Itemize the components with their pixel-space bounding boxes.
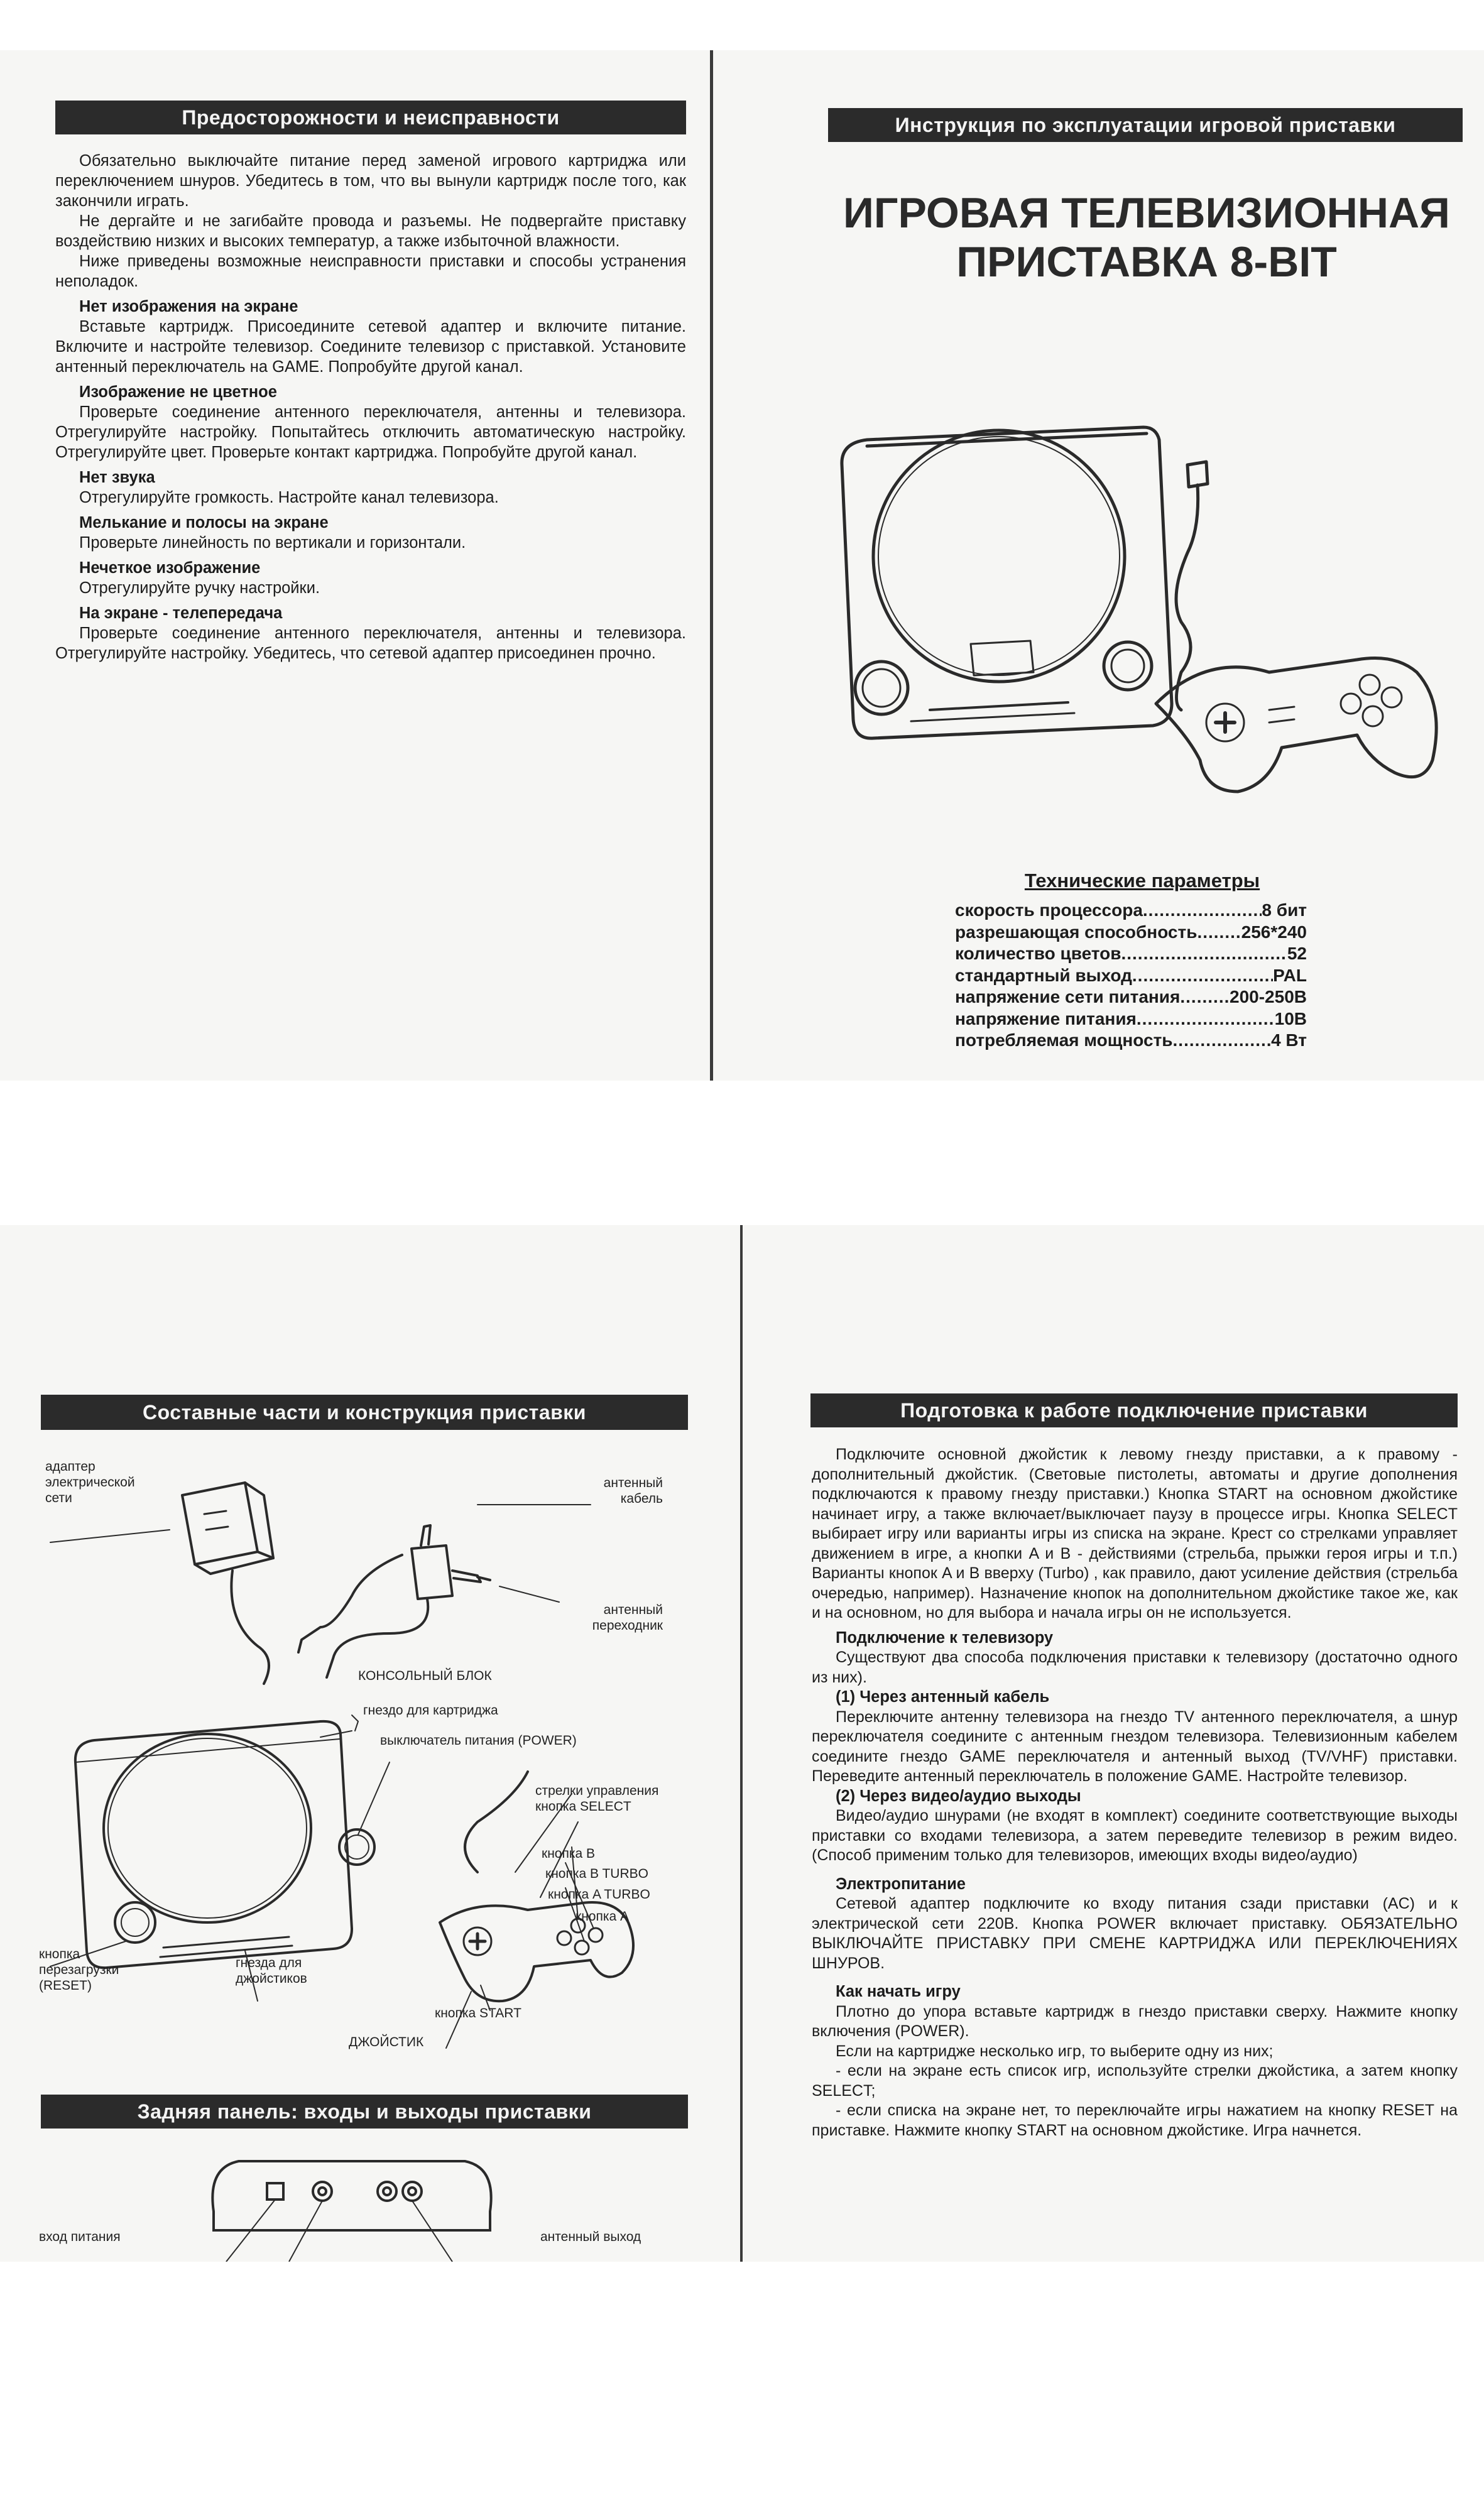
fault-title: Мелькание и полосы на экране [79,514,329,531]
label-button-a-turbo: кнопка A TURBO [548,1887,650,1902]
power-text: Сетевой адаптер подключите ко входу питания сзади приставки (AC) и к электрической сети 220В. Кнопка POWER включает приставку. ОБЯЗАТЕЛЬНО ВЫКЛЮЧАЙТЕ ПРИСТАВКУ ПРИ СМЕНЕ КАРТРИДЖА ИЛИ ПЕРЕКЛЮЧЕНИЯХ ШНУРОВ. [812,1895,1458,1972]
label-button-b: кнопка B [542,1846,596,1861]
setup-text [812,1445,1458,2262]
header-precautions: Предосторожности и неисправности [55,101,686,134]
label-power-input: вход питания [39,2230,121,2244]
spec-value: 256*240 [1241,922,1307,942]
spec-row [955,900,1307,922]
product-title [817,188,1476,286]
fault-text: Проверьте линейность по вертикали и горизонтали. [79,534,466,552]
header-components: Составные части и конструкция приставки [41,1395,688,1430]
method1-text: Переключите антенну телевизора на гнездо TV антенного переключателя, а шнур переключателя соедините с антенным гнездом телевизора. Телевизионным кабелем соедините гнездо GAME переключателя и антенный выход (TV/VHF) приставки. Переведите антенный переключатель в положение GAME. Настройте телевизор. [812,1708,1458,1785]
spec-row [955,1008,1307,1030]
fault-text: Отрегулируйте громкость. Настройте канал телевизора. [79,489,499,506]
fault-title: Нет звука [79,469,155,486]
label-button-a: кнопка A [576,1909,630,1924]
label-adapter: адаптер электрической сети [45,1459,135,1505]
fault-title: Изображение не цветное [79,383,277,401]
tv-title: Подключение к телевизору [836,1628,1054,1647]
spec-value: 200-250В [1230,987,1307,1006]
setup-intro: Подключите основной джойстик к левому гнезду приставки, а к правому - дополнительный джойстик. (Световые пистолеты, автоматы и другие дополнения подключаются к правому гнезду приставки.) Кнопка START на основном джойстике начинает игру, а также включает/выключает паузу в процессе игры. Кнопка SELECT выбирает игру или варианты игры из списка на экране. Крест со стрелками управляет движением в игре, а кнопки A и B - действиями (стрельба, прыжки героя игры и т.п.) Варианты кнопок A и B вверху (Turbo) , как правило, дают усиление действия (стрельба очередью, например). Назначение кнопок на дополнительном джойстике такое же, как и на основном, но для выбора и начала игры он не используется. [812,1446,1458,1622]
label-arrows-select: стрелки управления кнопка SELECT [535,1784,659,1814]
header-instructions: Инструкция по эксплуатации игровой приставки [828,108,1463,142]
spec-value: 8 бит [1262,900,1307,920]
spec-row [955,965,1307,987]
power-title: Электропитание [836,1875,966,1893]
label-reset: кнопка перезагрузки (RESET) [39,1947,119,1993]
label-antenna-output: антенный выход [540,2230,641,2244]
label-joystick-ports: гнезда для джойстиков [236,1956,307,1986]
start-text: - если списка на экране нет, то переключайте игры нажатием на кнопку RESET на приставке. Нажмите кнопку START на основном джойстике. Игра начнется. [812,2101,1458,2139]
spec-name: потребляемая мощность [955,1030,1173,1050]
intro-paragraph: Не дергайте и не загибайте провода и разъемы. Не подвергайте приставку воздействию низких и высоких температур, а также избыточной влажности. [55,212,686,250]
label-power-switch: выключатель питания (POWER) [380,1733,577,1748]
start-text: Если на картридже несколько игр, то выберите одну из них; [836,2042,1274,2060]
spec-name: скорость процессора [955,900,1143,920]
label-antenna-cable: антенный кабель [603,1476,663,1506]
intro-paragraph: Ниже приведены возможные неисправности приставки и способы устранения неполадок. [55,253,686,290]
spec-value: 52 [1287,944,1307,963]
spec-value: 4 Вт [1271,1030,1307,1050]
rear-panel-illustration [188,2149,515,2262]
spec-row [955,986,1307,1008]
gutter-top [710,50,713,1081]
label-button-b-turbo: кнопка B TURBO [545,1867,648,1881]
specs-title: Технические параметры [1024,869,1260,891]
spec-row [955,943,1307,965]
tv-text: Существуют два способа подключения приставки к телевизору (достаточно одного из них). [812,1649,1458,1686]
product-title-line2: ПРИСТАВКА 8-BIT [956,238,1337,286]
fault-title: Нечеткое изображение [79,559,261,577]
start-text: - если на экране есть список игр, используйте стрелки джойстика, а затем кнопку SELECT; [812,2062,1458,2100]
spec-name: напряжение питания [955,1008,1137,1028]
spec-value: 10В [1274,1008,1307,1028]
specs-table [955,900,1307,1052]
label-start: кнопка START [435,2006,521,2020]
fault-text: Отрегулируйте ручку настройки. [79,579,320,597]
start-title: Как начать игру [836,1983,961,2000]
fault-title: На экране - телепередача [79,604,283,622]
components-illustration [38,1445,697,2061]
method2-text: Видео/аудио шнурами (не входят в комплект) соедините соответствующие выходы приставки со входами телевизора, а затем переведите телевизор в режим видео. (Способ применим только для телевизоров, имеющих входы видео/аудио) [812,1807,1458,1864]
gutter-bottom [740,1225,743,2262]
console-illustration [829,408,1476,823]
fault-title: Нет изображения на экране [79,298,298,315]
spec-name: количество цветов [955,944,1121,963]
spec-value: PAL [1273,965,1307,985]
label-antenna-adapter: антенный переходник [592,1603,663,1633]
precautions-text [55,151,686,663]
spec-name: разрешающая способность [955,922,1198,942]
label-console-unit: КОНСОЛЬНЫЙ БЛОК [358,1669,492,1683]
fault-text: Проверьте соединение антенного переключателя, антенны и телевизора. Отрегулируйте настройку. Попытайтесь отключить автоматическую настройку. Отрегулируйте цвет. Проверьте контакт картриджа. Попробуйте другой канал. [55,403,686,461]
spec-name: стандартный выход [955,965,1132,985]
spec-name: напряжение сети питания [955,987,1181,1006]
spec-row [955,922,1307,944]
intro-paragraph: Обязательно выключайте питание перед заменой игрового картриджа или переключением шнуров. Убедитесь в том, что вы вынули картридж после того, как закончили играть. [55,152,686,210]
product-title-line1: ИГРОВАЯ ТЕЛЕВИЗИОННАЯ [843,189,1450,237]
method2-title: (2) Через видео/аудио выходы [836,1787,1081,1805]
header-rear-panel: Задняя панель: входы и выходы приставки [41,2095,688,2129]
start-text: Плотно до упора вставьте картридж в гнездо приставки сверху. Нажмите кнопку включения (POWER). [812,2002,1458,2040]
spec-row [955,1030,1307,1052]
fault-text: Проверьте соединение антенного переключателя, антенны и телевизора. Отрегулируйте настройку. Убедитесь, что сетевой адаптер присоединен прочно. [55,624,686,662]
label-cartridge-slot: гнездо для картриджа [363,1703,498,1718]
method1-title: (1) Через антенный кабель [836,1688,1050,1706]
header-setup: Подготовка к работе подключение приставки [810,1393,1458,1427]
label-joystick: ДЖОЙСТИК [349,2035,424,2049]
fault-text: Вставьте картридж. Присоедините сетевой адаптер и включите питание. Включите и настройте телевизор. Соедините телевизор с приставкой. Установите антенный переключатель на GAME. Попробуйте другой канал. [55,318,686,376]
